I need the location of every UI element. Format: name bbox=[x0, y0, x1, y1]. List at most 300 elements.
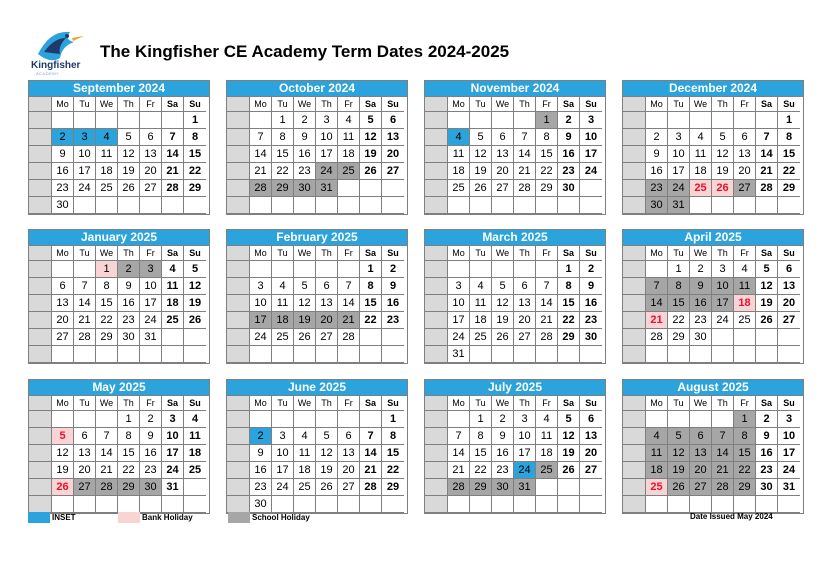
day-cell: 24 bbox=[140, 312, 162, 329]
day-cell: 10 bbox=[580, 129, 602, 146]
day-cell: 4 bbox=[734, 261, 756, 278]
day-cell: 28 bbox=[514, 180, 536, 197]
day-cell: 1 bbox=[184, 112, 206, 129]
day-cell: 8 bbox=[272, 129, 294, 146]
day-cell: 4 bbox=[162, 261, 184, 278]
side-cell bbox=[227, 146, 250, 163]
day-cell: 16 bbox=[52, 163, 74, 180]
day-cell: 17 bbox=[140, 295, 162, 312]
month-title: April 2025 bbox=[623, 230, 803, 246]
day-cell: 6 bbox=[734, 129, 756, 146]
day-cell: 23 bbox=[250, 479, 272, 496]
day-cell: 9 bbox=[756, 428, 778, 445]
day-cell: 26 bbox=[294, 329, 316, 346]
side-cell bbox=[227, 329, 250, 346]
day-cell: 12 bbox=[184, 278, 206, 295]
empty-cell bbox=[140, 346, 162, 363]
empty-cell bbox=[250, 197, 272, 214]
empty-cell bbox=[294, 496, 316, 513]
day-header: Su bbox=[778, 97, 800, 112]
side-cell bbox=[29, 411, 52, 428]
empty-cell bbox=[448, 112, 470, 129]
side-cell bbox=[227, 180, 250, 197]
empty-cell bbox=[294, 197, 316, 214]
day-cell: 7 bbox=[360, 428, 382, 445]
day-header: Th bbox=[316, 97, 338, 112]
day-cell: 14 bbox=[756, 146, 778, 163]
month-grid bbox=[227, 396, 407, 513]
day-cell: 5 bbox=[118, 129, 140, 146]
month-title: December 2024 bbox=[623, 81, 803, 97]
day-cell: 30 bbox=[580, 329, 602, 346]
day-header: We bbox=[96, 396, 118, 411]
day-cell: 1 bbox=[382, 411, 404, 428]
empty-cell bbox=[734, 197, 756, 214]
day-cell: 28 bbox=[162, 180, 184, 197]
empty-cell bbox=[470, 112, 492, 129]
day-header: Th bbox=[514, 246, 536, 261]
side-cell bbox=[623, 129, 646, 146]
empty-cell bbox=[448, 197, 470, 214]
month-calendar bbox=[226, 229, 408, 364]
side-cell bbox=[623, 112, 646, 129]
day-header: Tu bbox=[272, 396, 294, 411]
day-cell: 23 bbox=[382, 312, 404, 329]
side-cell bbox=[623, 180, 646, 197]
day-cell: 7 bbox=[96, 428, 118, 445]
side-cell bbox=[623, 445, 646, 462]
empty-cell bbox=[184, 479, 206, 496]
empty-cell bbox=[96, 346, 118, 363]
day-cell: 26 bbox=[184, 312, 206, 329]
day-cell: 19 bbox=[756, 295, 778, 312]
day-cell: 20 bbox=[52, 312, 74, 329]
month-grid bbox=[227, 246, 407, 363]
day-cell: 21 bbox=[96, 462, 118, 479]
empty-cell bbox=[140, 496, 162, 513]
day-cell: 10 bbox=[778, 428, 800, 445]
day-header: Sa bbox=[360, 396, 382, 411]
empty-cell bbox=[778, 329, 800, 346]
day-cell: 31 bbox=[668, 197, 690, 214]
empty-cell bbox=[580, 346, 602, 363]
day-header: We bbox=[492, 246, 514, 261]
day-cell: 19 bbox=[52, 462, 74, 479]
day-cell: 10 bbox=[668, 146, 690, 163]
side-cell bbox=[425, 312, 448, 329]
day-header: We bbox=[294, 396, 316, 411]
day-cell: 20 bbox=[338, 462, 360, 479]
day-cell: 14 bbox=[646, 295, 668, 312]
day-cell: 9 bbox=[558, 129, 580, 146]
day-header: Sa bbox=[360, 246, 382, 261]
day-cell: 23 bbox=[140, 462, 162, 479]
legend-school-holiday bbox=[228, 512, 310, 524]
school-holiday-swatch bbox=[228, 512, 250, 523]
empty-cell bbox=[448, 496, 470, 513]
inset-swatch bbox=[28, 512, 50, 523]
day-cell: 30 bbox=[756, 479, 778, 496]
day-cell: 4 bbox=[96, 129, 118, 146]
day-cell: 10 bbox=[140, 278, 162, 295]
day-cell: 15 bbox=[734, 445, 756, 462]
day-cell: 15 bbox=[96, 295, 118, 312]
side-cell bbox=[425, 295, 448, 312]
day-header: Tu bbox=[74, 396, 96, 411]
side-cell bbox=[425, 479, 448, 496]
month-title: March 2025 bbox=[425, 230, 605, 246]
day-cell: 25 bbox=[272, 329, 294, 346]
day-cell: 8 bbox=[184, 129, 206, 146]
day-cell: 6 bbox=[382, 112, 404, 129]
day-cell: 12 bbox=[52, 445, 74, 462]
day-cell: 4 bbox=[184, 411, 206, 428]
day-cell: 10 bbox=[448, 295, 470, 312]
day-cell: 7 bbox=[712, 428, 734, 445]
day-cell: 20 bbox=[74, 462, 96, 479]
side-cell bbox=[425, 278, 448, 295]
empty-cell bbox=[470, 346, 492, 363]
side-cell bbox=[425, 163, 448, 180]
day-cell: 29 bbox=[778, 180, 800, 197]
day-header: Th bbox=[118, 396, 140, 411]
empty-cell bbox=[250, 346, 272, 363]
day-cell: 13 bbox=[580, 428, 602, 445]
day-cell: 7 bbox=[162, 129, 184, 146]
day-header: Mo bbox=[52, 246, 74, 261]
side-cell bbox=[227, 261, 250, 278]
day-cell: 1 bbox=[96, 261, 118, 278]
day-cell: 17 bbox=[162, 445, 184, 462]
day-cell: 18 bbox=[734, 295, 756, 312]
day-header: Tu bbox=[668, 396, 690, 411]
month-grid bbox=[29, 246, 209, 363]
empty-cell bbox=[360, 197, 382, 214]
day-cell: 18 bbox=[470, 312, 492, 329]
month-calendar bbox=[424, 80, 606, 215]
day-cell: 6 bbox=[74, 428, 96, 445]
day-cell: 22 bbox=[734, 462, 756, 479]
empty-cell bbox=[316, 261, 338, 278]
day-cell: 23 bbox=[756, 462, 778, 479]
day-cell: 21 bbox=[360, 462, 382, 479]
day-cell: 11 bbox=[536, 428, 558, 445]
empty-cell bbox=[536, 346, 558, 363]
side-cell bbox=[29, 180, 52, 197]
side-cell bbox=[425, 445, 448, 462]
empty-cell bbox=[470, 496, 492, 513]
day-header: We bbox=[492, 396, 514, 411]
day-cell: 15 bbox=[272, 146, 294, 163]
empty-cell bbox=[492, 261, 514, 278]
side-cell bbox=[29, 129, 52, 146]
month-calendar bbox=[28, 80, 210, 215]
empty-cell bbox=[338, 411, 360, 428]
side-cell bbox=[623, 295, 646, 312]
day-header: Mo bbox=[448, 97, 470, 112]
empty-cell bbox=[184, 496, 206, 513]
day-cell: 5 bbox=[470, 129, 492, 146]
day-cell: 25 bbox=[536, 462, 558, 479]
empty-cell bbox=[272, 496, 294, 513]
day-cell: 19 bbox=[470, 163, 492, 180]
day-header: We bbox=[96, 97, 118, 112]
empty-cell bbox=[690, 411, 712, 428]
day-cell: 8 bbox=[382, 428, 404, 445]
page-title: The Kingfisher CE Academy Term Dates 2024-2025 bbox=[100, 42, 510, 61]
empty-cell bbox=[162, 329, 184, 346]
empty-cell bbox=[74, 261, 96, 278]
empty-cell bbox=[316, 197, 338, 214]
day-cell: 9 bbox=[294, 129, 316, 146]
day-cell: 15 bbox=[184, 146, 206, 163]
month-calendar bbox=[28, 379, 210, 514]
day-cell: 20 bbox=[580, 445, 602, 462]
day-cell: 25 bbox=[184, 462, 206, 479]
side-cell bbox=[425, 197, 448, 214]
day-cell: 27 bbox=[52, 329, 74, 346]
day-cell: 22 bbox=[96, 312, 118, 329]
empty-cell bbox=[470, 261, 492, 278]
day-cell: 4 bbox=[448, 129, 470, 146]
day-cell: 25 bbox=[162, 312, 184, 329]
day-cell: 5 bbox=[492, 278, 514, 295]
day-cell: 10 bbox=[712, 278, 734, 295]
side-cell bbox=[623, 312, 646, 329]
empty-cell bbox=[712, 346, 734, 363]
day-header: Fr bbox=[140, 246, 162, 261]
day-header: Th bbox=[118, 97, 140, 112]
day-header: Sa bbox=[558, 97, 580, 112]
day-cell: 1 bbox=[536, 112, 558, 129]
day-header: Th bbox=[712, 97, 734, 112]
day-header: Su bbox=[580, 97, 602, 112]
day-cell: 14 bbox=[360, 445, 382, 462]
empty-cell bbox=[580, 479, 602, 496]
day-cell: 9 bbox=[52, 146, 74, 163]
day-cell: 18 bbox=[646, 462, 668, 479]
month-grid bbox=[227, 97, 407, 214]
side-cell bbox=[425, 346, 448, 363]
month-calendar bbox=[622, 229, 804, 364]
day-cell: 15 bbox=[118, 445, 140, 462]
month-grid bbox=[425, 246, 605, 363]
empty-cell bbox=[734, 496, 756, 513]
day-cell: 13 bbox=[52, 295, 74, 312]
empty-cell bbox=[536, 496, 558, 513]
empty-cell bbox=[162, 496, 184, 513]
side-cell bbox=[29, 197, 52, 214]
side-cell bbox=[29, 312, 52, 329]
empty-cell bbox=[734, 329, 756, 346]
day-cell: 15 bbox=[470, 445, 492, 462]
empty-cell bbox=[448, 411, 470, 428]
day-cell: 28 bbox=[536, 329, 558, 346]
logo-subtext: ACADEMY bbox=[36, 71, 60, 76]
day-cell: 25 bbox=[690, 180, 712, 197]
day-cell: 7 bbox=[756, 129, 778, 146]
side-cell bbox=[227, 462, 250, 479]
month-grid bbox=[425, 97, 605, 214]
day-cell: 20 bbox=[382, 146, 404, 163]
empty-cell bbox=[96, 411, 118, 428]
day-cell: 5 bbox=[294, 278, 316, 295]
empty-cell bbox=[646, 112, 668, 129]
day-header: Mo bbox=[448, 396, 470, 411]
empty-cell bbox=[492, 112, 514, 129]
day-cell: 13 bbox=[140, 146, 162, 163]
side-cell bbox=[623, 496, 646, 513]
legend-inset bbox=[28, 512, 76, 524]
day-cell: 26 bbox=[756, 312, 778, 329]
day-cell: 17 bbox=[250, 312, 272, 329]
day-cell: 13 bbox=[74, 445, 96, 462]
day-cell: 15 bbox=[360, 295, 382, 312]
day-cell: 8 bbox=[734, 428, 756, 445]
day-cell: 8 bbox=[536, 129, 558, 146]
day-cell: 16 bbox=[382, 295, 404, 312]
day-cell: 14 bbox=[338, 295, 360, 312]
day-cell: 28 bbox=[646, 329, 668, 346]
day-cell: 1 bbox=[118, 411, 140, 428]
day-header: Sa bbox=[558, 396, 580, 411]
empty-cell bbox=[316, 346, 338, 363]
empty-cell bbox=[712, 411, 734, 428]
day-cell: 5 bbox=[558, 411, 580, 428]
day-cell: 7 bbox=[448, 428, 470, 445]
empty-cell bbox=[756, 346, 778, 363]
month-title: July 2025 bbox=[425, 380, 605, 396]
day-header: Fr bbox=[338, 396, 360, 411]
day-cell: 9 bbox=[382, 278, 404, 295]
empty-cell bbox=[514, 261, 536, 278]
empty-cell bbox=[668, 112, 690, 129]
day-cell: 9 bbox=[118, 278, 140, 295]
day-cell: 28 bbox=[74, 329, 96, 346]
day-cell: 27 bbox=[382, 163, 404, 180]
day-cell: 21 bbox=[514, 163, 536, 180]
day-header: Su bbox=[778, 396, 800, 411]
day-cell: 22 bbox=[360, 312, 382, 329]
side-cell bbox=[29, 97, 52, 112]
day-cell: 18 bbox=[162, 295, 184, 312]
day-cell: 14 bbox=[514, 146, 536, 163]
day-cell: 10 bbox=[74, 146, 96, 163]
empty-cell bbox=[294, 346, 316, 363]
day-header: Mo bbox=[52, 396, 74, 411]
day-cell: 10 bbox=[514, 428, 536, 445]
day-header: We bbox=[690, 246, 712, 261]
empty-cell bbox=[316, 411, 338, 428]
day-cell: 14 bbox=[448, 445, 470, 462]
day-cell: 15 bbox=[536, 146, 558, 163]
side-cell bbox=[29, 346, 52, 363]
empty-cell bbox=[184, 346, 206, 363]
side-cell bbox=[623, 163, 646, 180]
side-cell bbox=[623, 278, 646, 295]
day-cell: 3 bbox=[668, 129, 690, 146]
side-cell bbox=[425, 146, 448, 163]
day-cell: 28 bbox=[338, 329, 360, 346]
month-calendar bbox=[424, 229, 606, 364]
day-cell: 22 bbox=[382, 462, 404, 479]
day-cell: 29 bbox=[96, 329, 118, 346]
day-cell: 24 bbox=[316, 163, 338, 180]
empty-cell bbox=[558, 496, 580, 513]
side-cell bbox=[227, 163, 250, 180]
day-cell: 23 bbox=[118, 312, 140, 329]
day-cell: 18 bbox=[448, 163, 470, 180]
day-cell: 9 bbox=[492, 428, 514, 445]
month-title: June 2025 bbox=[227, 380, 407, 396]
day-cell: 5 bbox=[52, 428, 74, 445]
empty-cell bbox=[580, 197, 602, 214]
month-title: August 2025 bbox=[623, 380, 803, 396]
day-cell: 3 bbox=[712, 261, 734, 278]
day-cell: 31 bbox=[162, 479, 184, 496]
empty-cell bbox=[690, 346, 712, 363]
empty-cell bbox=[514, 346, 536, 363]
empty-cell bbox=[558, 346, 580, 363]
side-cell bbox=[425, 462, 448, 479]
day-cell: 16 bbox=[558, 146, 580, 163]
day-header: Mo bbox=[250, 246, 272, 261]
day-cell: 2 bbox=[756, 411, 778, 428]
month-grid bbox=[623, 97, 803, 214]
day-cell: 11 bbox=[294, 445, 316, 462]
day-cell: 15 bbox=[778, 146, 800, 163]
day-cell: 22 bbox=[272, 163, 294, 180]
side-cell bbox=[227, 445, 250, 462]
date-issued: Date Issued May 2024 bbox=[690, 512, 773, 521]
day-cell: 1 bbox=[778, 112, 800, 129]
empty-cell bbox=[272, 411, 294, 428]
day-cell: 11 bbox=[448, 146, 470, 163]
day-cell: 12 bbox=[756, 278, 778, 295]
empty-cell bbox=[338, 180, 360, 197]
day-cell: 2 bbox=[382, 261, 404, 278]
empty-cell bbox=[712, 197, 734, 214]
day-cell: 12 bbox=[712, 146, 734, 163]
day-cell: 2 bbox=[580, 261, 602, 278]
day-cell: 14 bbox=[712, 445, 734, 462]
day-header: Su bbox=[580, 246, 602, 261]
day-cell: 11 bbox=[470, 295, 492, 312]
day-cell: 17 bbox=[668, 163, 690, 180]
empty-cell bbox=[74, 411, 96, 428]
day-cell: 3 bbox=[162, 411, 184, 428]
day-cell: 15 bbox=[382, 445, 404, 462]
day-cell: 11 bbox=[184, 428, 206, 445]
day-cell: 22 bbox=[558, 312, 580, 329]
day-cell: 2 bbox=[294, 112, 316, 129]
empty-cell bbox=[756, 197, 778, 214]
day-cell: 25 bbox=[96, 180, 118, 197]
day-cell: 27 bbox=[316, 329, 338, 346]
side-cell bbox=[29, 295, 52, 312]
empty-cell bbox=[514, 112, 536, 129]
empty-cell bbox=[184, 197, 206, 214]
day-header: Su bbox=[580, 396, 602, 411]
side-cell bbox=[623, 411, 646, 428]
empty-cell bbox=[646, 496, 668, 513]
day-header: We bbox=[690, 97, 712, 112]
day-header: Fr bbox=[338, 97, 360, 112]
day-cell: 18 bbox=[690, 163, 712, 180]
side-cell bbox=[425, 396, 448, 411]
day-header: Mo bbox=[250, 396, 272, 411]
side-cell bbox=[29, 246, 52, 261]
